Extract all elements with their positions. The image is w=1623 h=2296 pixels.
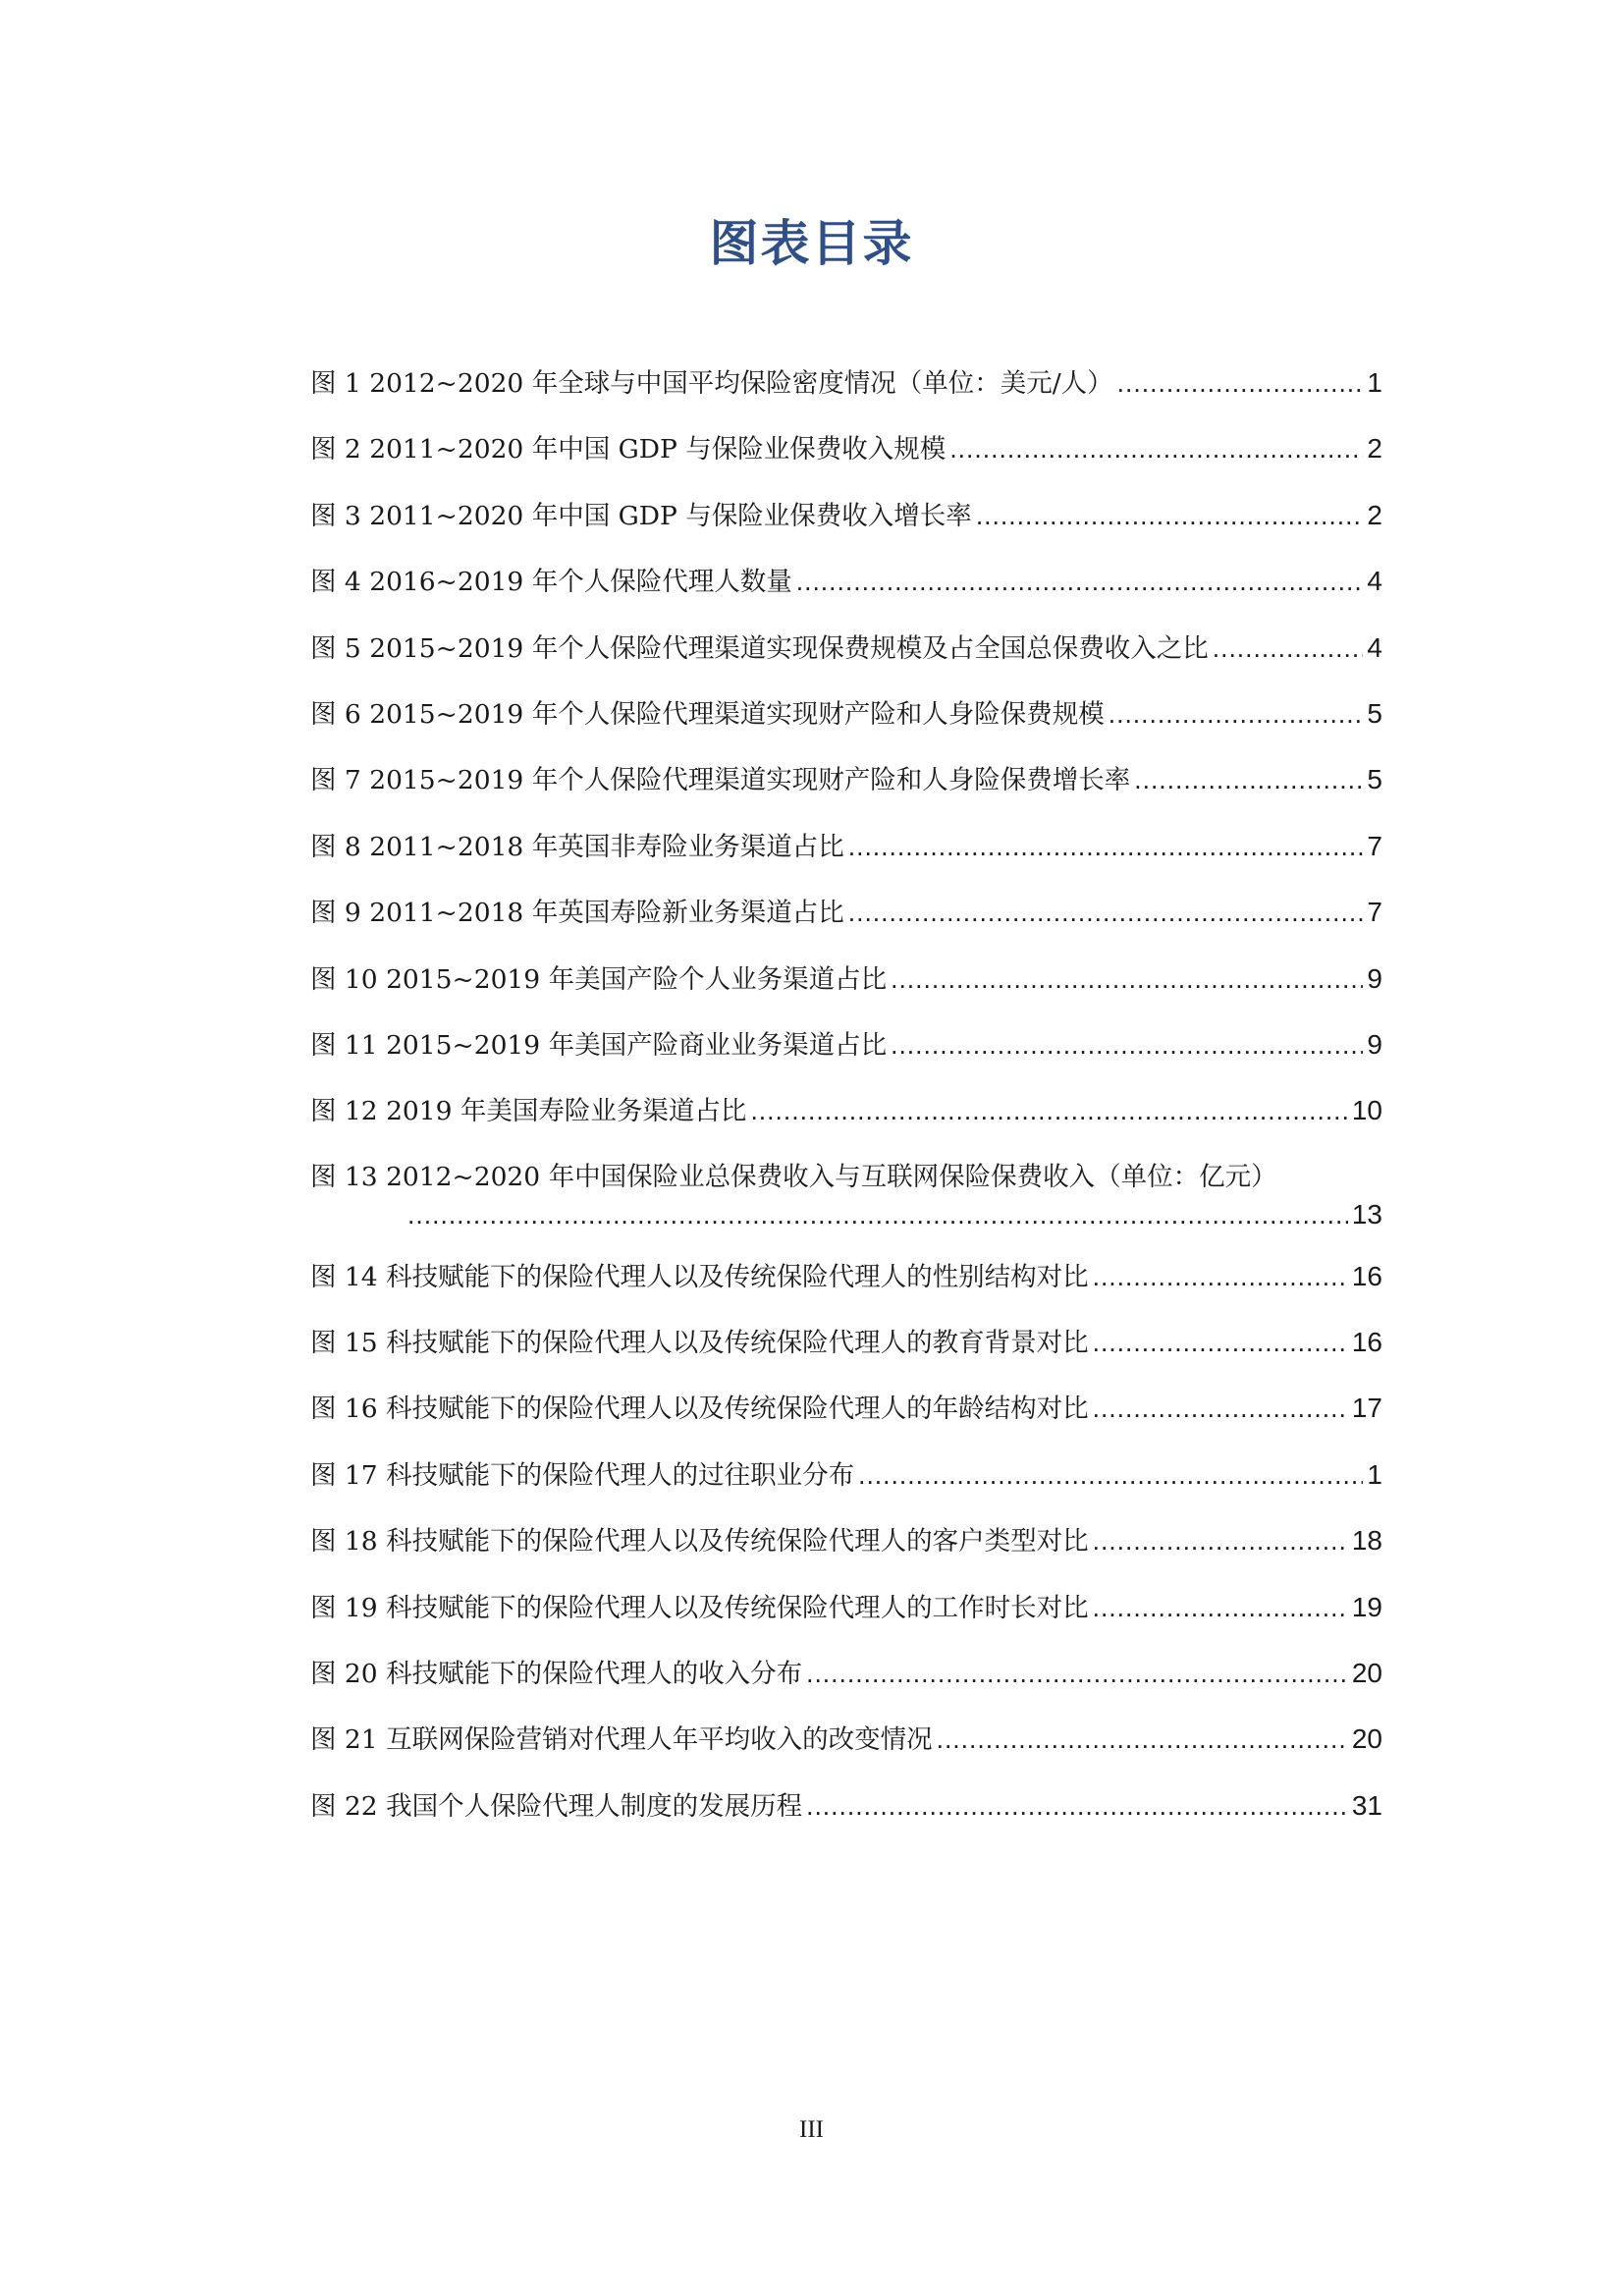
dot-leader [407, 1198, 1348, 1231]
toc-entry[interactable] [310, 830, 1382, 896]
entry-page: 10 [1351, 1095, 1382, 1126]
entry-page: 18 [1351, 1525, 1382, 1557]
dot-leader [937, 1722, 1348, 1756]
entry-title: 图 18 科技赋能下的保险代理人以及传统保险代理人的客户类型对比 [310, 1526, 1089, 1558]
entry-title: 图 15 科技赋能下的保险代理人以及传统保险代理人的教育背景对比 [310, 1328, 1089, 1359]
dot-leader [1117, 366, 1364, 400]
entry-title: 图 16 科技赋能下的保险代理人以及传统保险代理人的年龄结构对比 [310, 1394, 1089, 1425]
toc-entry[interactable] [310, 1028, 1382, 1094]
toc-entry[interactable] [310, 631, 1382, 697]
dot-leader [949, 432, 1363, 465]
entry-title: 图 14 科技赋能下的保险代理人以及传统保险代理人的性别结构对比 [310, 1261, 1089, 1292]
entry-page: 20 [1351, 1658, 1382, 1689]
entry-title: 图 2 2011~2020 年中国 GDP 与保险业保费收入规模 [310, 434, 947, 465]
toc-entry[interactable] [310, 896, 1382, 961]
entry-title: 图 17 科技赋能下的保险代理人的过往职业分布 [310, 1459, 855, 1491]
toc-entry[interactable] [310, 697, 1382, 763]
page-title: 图表目录 [709, 215, 914, 272]
entry-page: 9 [1367, 1028, 1382, 1060]
dot-leader [848, 830, 1364, 863]
figure-list [310, 366, 1382, 1855]
entry-title: 图 8 2011~2018 年英国非寿险业务渠道占比 [310, 831, 844, 862]
entry-title: 图 12 2019 年美国寿险业务渠道占比 [310, 1096, 747, 1127]
entry-title: 图 22 我国个人保险代理人制度的发展历程 [310, 1790, 803, 1822]
toc-entry[interactable] [310, 366, 1382, 432]
entry-title: 图 6 2015~2019 年个人保险代理渠道实现财产险和人身险保费规模 [310, 698, 1105, 730]
toc-entry[interactable] [310, 962, 1382, 1028]
entry-page: 20 [1351, 1723, 1382, 1755]
toc-entry[interactable] [310, 1094, 1382, 1160]
entry-title: 图 21 互联网保险营销对代理人年平均收入的改变情况 [310, 1724, 933, 1756]
entry-page: 7 [1367, 897, 1382, 928]
entry-page: 16 [1351, 1327, 1382, 1358]
toc-entry[interactable] [310, 1161, 1382, 1260]
dot-leader [1109, 697, 1364, 731]
dot-leader [1093, 1591, 1348, 1624]
entry-page: 5 [1367, 697, 1382, 729]
entry-title: 图 11 2015~2019 年美国产险商业业务渠道占比 [310, 1029, 888, 1061]
entry-page: 5 [1367, 764, 1382, 795]
entry-page: 1 [1367, 1458, 1382, 1490]
dot-leader [750, 1094, 1347, 1127]
dot-leader [1093, 1326, 1348, 1359]
entry-title: 图 13 2012~2020 年中国保险业总保费收入与互联网保险保费收入（单位：亿元） [310, 1161, 1277, 1192]
dot-leader [806, 1657, 1348, 1690]
dot-leader [1093, 1524, 1348, 1558]
dot-leader [858, 1458, 1363, 1492]
toc-entry[interactable] [310, 1591, 1382, 1657]
toc-entry[interactable] [310, 1260, 1382, 1326]
entry-title: 图 1 2012~2020 年全球与中国平均保险密度情况（单位：美元/人） [310, 368, 1113, 399]
entry-title: 图 3 2011~2020 年中国 GDP 与保险业保费收入增长率 [310, 500, 972, 531]
entry-title: 图 7 2015~2019 年个人保险代理渠道实现财产险和人身险保费增长率 [310, 765, 1131, 796]
entry-page: 2 [1367, 499, 1382, 530]
entry-title: 图 19 科技赋能下的保险代理人以及传统保险代理人的工作时长对比 [310, 1592, 1089, 1623]
dot-leader [1134, 763, 1363, 796]
entry-title: 图 9 2011~2018 年英国寿险新业务渠道占比 [310, 898, 844, 929]
entry-page: 4 [1367, 631, 1382, 663]
entry-page: 9 [1367, 962, 1382, 994]
toc-entry[interactable] [310, 1326, 1382, 1392]
dot-leader [976, 499, 1364, 532]
dot-leader [891, 962, 1363, 996]
dot-leader [796, 565, 1364, 598]
dot-leader [1213, 631, 1364, 665]
dot-leader [1093, 1260, 1348, 1293]
entry-page: 13 [1351, 1198, 1382, 1230]
entry-page: 19 [1351, 1591, 1382, 1622]
entry-page: 1 [1367, 367, 1382, 398]
toc-entry[interactable] [310, 1392, 1382, 1457]
entry-title: 图 10 2015~2019 年美国产险个人业务渠道占比 [310, 963, 888, 995]
entry-title: 图 5 2015~2019 年个人保险代理渠道实现保费规模及占全国总保费收入之比 [310, 632, 1209, 664]
dot-leader [848, 896, 1364, 929]
entry-page: 31 [1351, 1789, 1382, 1821]
toc-entry[interactable] [310, 499, 1382, 565]
dot-leader [891, 1028, 1363, 1062]
toc-entry[interactable] [310, 1657, 1382, 1722]
entry-page: 16 [1351, 1260, 1382, 1291]
entry-page: 2 [1367, 433, 1382, 465]
toc-entry[interactable] [310, 1524, 1382, 1590]
toc-entry[interactable] [310, 763, 1382, 829]
entry-page: 7 [1367, 830, 1382, 861]
dot-leader [1093, 1392, 1348, 1425]
entry-continuation [310, 1198, 1382, 1231]
toc-entry[interactable] [310, 1722, 1382, 1788]
toc-entry[interactable] [310, 565, 1382, 630]
entry-title: 图 4 2016~2019 年个人保险代理人数量 [310, 567, 792, 598]
entry-title: 图 20 科技赋能下的保险代理人的收入分布 [310, 1659, 803, 1690]
toc-entry[interactable] [310, 1458, 1382, 1524]
entry-page: 4 [1367, 566, 1382, 597]
page-number: III [799, 2116, 824, 2143]
dot-leader [806, 1789, 1348, 1823]
toc-entry[interactable] [310, 432, 1382, 498]
toc-entry[interactable] [310, 1789, 1382, 1855]
entry-page: 17 [1351, 1393, 1382, 1424]
